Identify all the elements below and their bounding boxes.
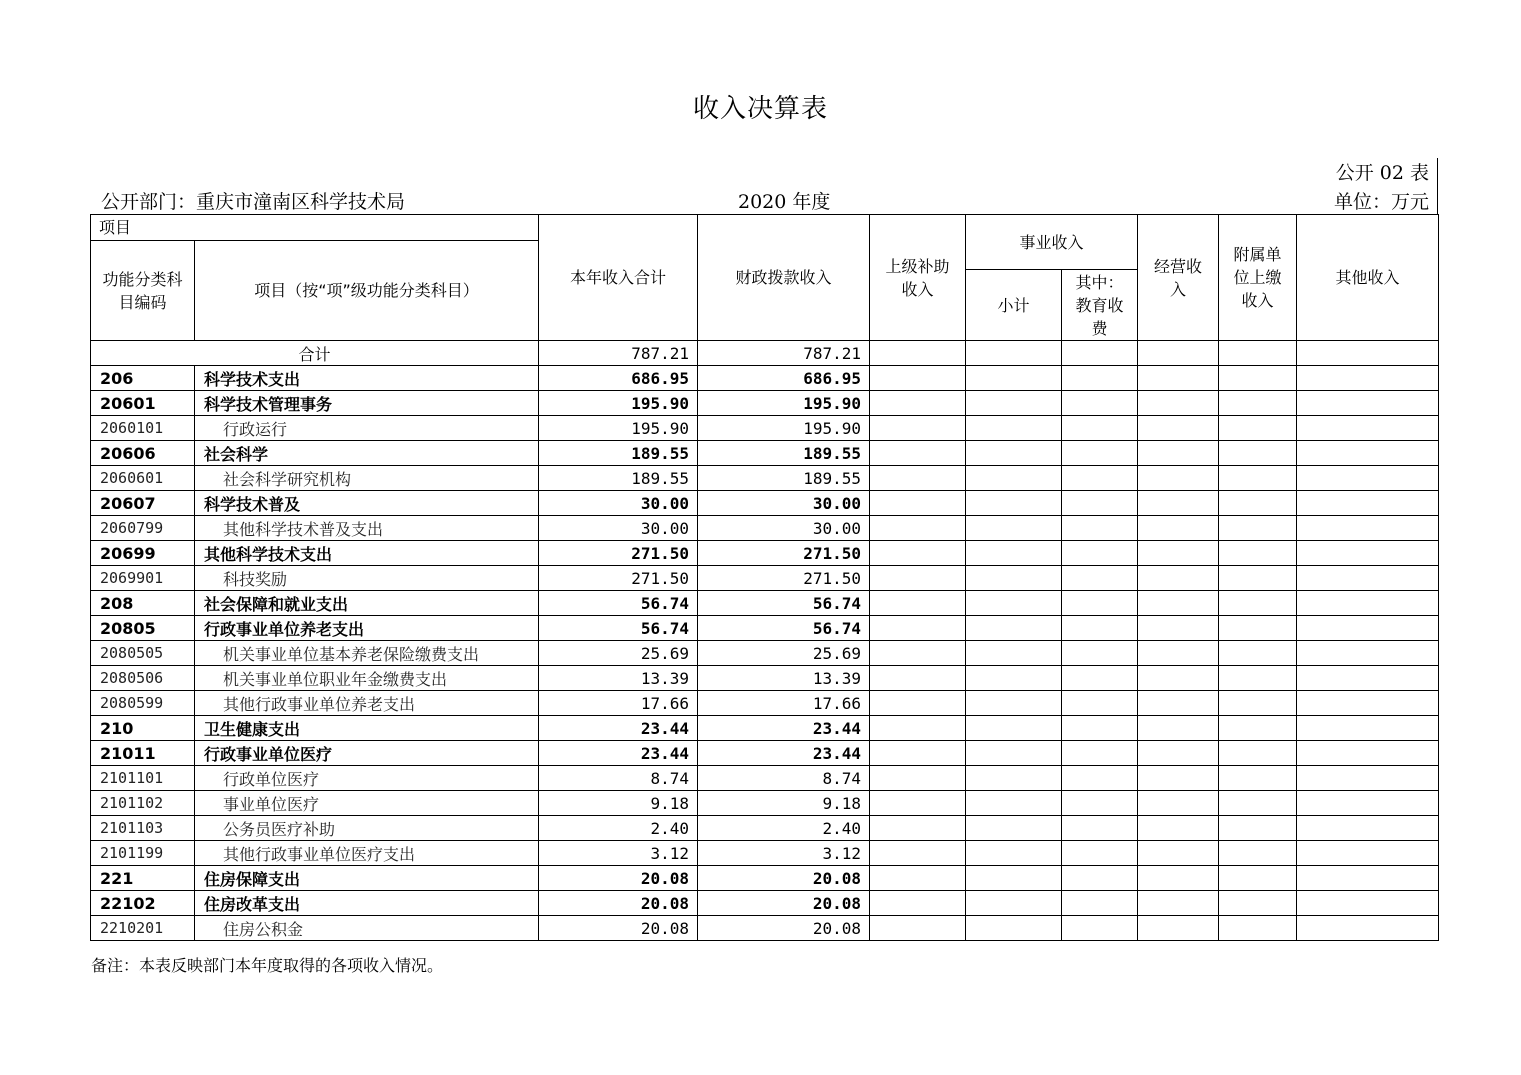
- table-row: [91, 816, 1439, 841]
- fiscal-cell: 195.90: [698, 416, 870, 441]
- empty-cell: [1219, 566, 1297, 591]
- fiscal-cell: 56.74: [698, 591, 870, 616]
- total-income-cell: 787.21: [539, 341, 698, 366]
- empty-cell: [1219, 816, 1297, 841]
- header-total-income: 本年收入合计: [539, 215, 698, 341]
- empty-cell: [1297, 391, 1439, 416]
- empty-cell: [870, 791, 966, 816]
- empty-cell: [1219, 741, 1297, 766]
- page-title: 收入决算表: [692, 94, 828, 124]
- empty-cell: [1062, 816, 1138, 841]
- empty-cell: [1297, 791, 1439, 816]
- empty-cell: [1297, 591, 1439, 616]
- empty-cell: [870, 716, 966, 741]
- empty-cell: [870, 641, 966, 666]
- name-cell: 科学技术普及: [195, 491, 539, 516]
- empty-cell: [870, 891, 966, 916]
- total-income-cell: 20.08: [539, 916, 698, 941]
- total-income-cell: 20.08: [539, 891, 698, 916]
- code-cell: 21011: [91, 741, 195, 766]
- empty-cell: [966, 841, 1062, 866]
- code-cell: 2080599: [91, 691, 195, 716]
- empty-cell: [1138, 666, 1219, 691]
- table-header: [91, 215, 1439, 341]
- empty-cell: [1219, 791, 1297, 816]
- empty-cell: [1062, 691, 1138, 716]
- empty-cell: [1062, 841, 1138, 866]
- empty-cell: [870, 866, 966, 891]
- total-income-cell: 271.50: [539, 566, 698, 591]
- empty-cell: [1297, 441, 1439, 466]
- header-project: 项目: [91, 215, 539, 241]
- name-cell: 行政事业单位养老支出: [195, 616, 539, 641]
- empty-cell: [1062, 391, 1138, 416]
- empty-cell: [1219, 766, 1297, 791]
- header-education-fee: 其中：教育收费: [1062, 270, 1138, 341]
- name-cell: 科技奖励: [195, 566, 539, 591]
- table-body: [91, 341, 1439, 941]
- total-income-cell: 30.00: [539, 516, 698, 541]
- empty-cell: [1297, 891, 1439, 916]
- empty-cell: [1219, 716, 1297, 741]
- table-row: [91, 441, 1439, 466]
- name-cell: 公务员医疗补助: [195, 816, 539, 841]
- empty-cell: [1062, 891, 1138, 916]
- name-cell: 科学技术支出: [195, 366, 539, 391]
- empty-cell: [1219, 366, 1297, 391]
- empty-cell: [1219, 666, 1297, 691]
- header-operating: 经营收入: [1138, 215, 1219, 341]
- empty-cell: [966, 516, 1062, 541]
- empty-cell: [1219, 541, 1297, 566]
- unit-label: 单位：万元: [1333, 191, 1429, 213]
- total-income-cell: 56.74: [539, 591, 698, 616]
- header-business-income: 事业收入: [966, 215, 1138, 270]
- code-cell: 20805: [91, 616, 195, 641]
- empty-cell: [1138, 466, 1219, 491]
- code-cell: 2101102: [91, 791, 195, 816]
- empty-cell: [1297, 816, 1439, 841]
- empty-cell: [1219, 616, 1297, 641]
- empty-cell: [1062, 666, 1138, 691]
- empty-cell: [966, 441, 1062, 466]
- empty-cell: [1138, 916, 1219, 941]
- fiscal-cell: 195.90: [698, 391, 870, 416]
- code-cell: 2060101: [91, 416, 195, 441]
- total-income-cell: 23.44: [539, 741, 698, 766]
- header-other: 其他收入: [1297, 215, 1439, 341]
- empty-cell: [966, 766, 1062, 791]
- empty-cell: [1297, 691, 1439, 716]
- fiscal-cell: 13.39: [698, 666, 870, 691]
- fiscal-cell: 56.74: [698, 616, 870, 641]
- empty-cell: [1138, 841, 1219, 866]
- empty-cell: [870, 816, 966, 841]
- empty-cell: [966, 541, 1062, 566]
- fiscal-cell: 271.50: [698, 541, 870, 566]
- name-cell: 社会科学研究机构: [195, 466, 539, 491]
- empty-cell: [1219, 516, 1297, 541]
- empty-cell: [1138, 641, 1219, 666]
- code-cell: 20699: [91, 541, 195, 566]
- empty-cell: [966, 391, 1062, 416]
- empty-cell: [1138, 566, 1219, 591]
- empty-cell: [870, 441, 966, 466]
- header-code: 功能分类科目编码: [91, 241, 195, 341]
- fiscal-cell: 189.55: [698, 441, 870, 466]
- table-row: [91, 691, 1439, 716]
- code-cell: 2101199: [91, 841, 195, 866]
- total-income-cell: 8.74: [539, 766, 698, 791]
- empty-cell: [966, 891, 1062, 916]
- empty-cell: [1138, 441, 1219, 466]
- empty-cell: [870, 616, 966, 641]
- empty-cell: [1297, 566, 1439, 591]
- empty-cell: [1138, 866, 1219, 891]
- table-row: [91, 391, 1439, 416]
- table-row: [91, 791, 1439, 816]
- total-income-cell: 3.12: [539, 841, 698, 866]
- table-row: [91, 841, 1439, 866]
- empty-cell: [966, 816, 1062, 841]
- name-cell: 机关事业单位基本养老保险缴费支出: [195, 641, 539, 666]
- empty-cell: [1297, 616, 1439, 641]
- empty-cell: [1219, 441, 1297, 466]
- empty-cell: [1297, 516, 1439, 541]
- name-cell: 事业单位医疗: [195, 791, 539, 816]
- empty-cell: [1219, 591, 1297, 616]
- name-cell: 其他科学技术普及支出: [195, 516, 539, 541]
- empty-cell: [1219, 891, 1297, 916]
- empty-cell: [1297, 641, 1439, 666]
- total-income-cell: 23.44: [539, 716, 698, 741]
- footnote: 备注：本表反映部门本年度取得的各项收入情况。: [91, 956, 444, 975]
- table-row: [91, 916, 1439, 941]
- fiscal-year: 2020 年度: [738, 191, 831, 213]
- table-row: [91, 866, 1439, 891]
- empty-cell: [1062, 766, 1138, 791]
- empty-cell: [1297, 366, 1439, 391]
- empty-cell: [870, 666, 966, 691]
- fiscal-cell: 17.66: [698, 691, 870, 716]
- empty-cell: [870, 566, 966, 591]
- header-name: 项目（按“项”级功能分类科目）: [195, 241, 539, 341]
- empty-cell: [1138, 591, 1219, 616]
- empty-cell: [966, 741, 1062, 766]
- empty-cell: [870, 416, 966, 441]
- name-cell: 科学技术管理事务: [195, 391, 539, 416]
- fiscal-cell: 2.40: [698, 816, 870, 841]
- empty-cell: [870, 916, 966, 941]
- empty-cell: [1138, 366, 1219, 391]
- total-income-cell: 13.39: [539, 666, 698, 691]
- header-fiscal: 财政拨款收入: [698, 215, 870, 341]
- code-cell: 2101103: [91, 816, 195, 841]
- empty-cell: [1062, 566, 1138, 591]
- empty-cell: [1062, 791, 1138, 816]
- empty-cell: [966, 691, 1062, 716]
- total-income-cell: 9.18: [539, 791, 698, 816]
- name-cell: 其他行政事业单位养老支出: [195, 691, 539, 716]
- empty-cell: [1138, 816, 1219, 841]
- total-income-cell: 25.69: [539, 641, 698, 666]
- table-row: [91, 741, 1439, 766]
- total-income-cell: 195.90: [539, 416, 698, 441]
- empty-cell: [870, 491, 966, 516]
- empty-cell: [1219, 866, 1297, 891]
- table-row: [91, 491, 1439, 516]
- empty-cell: [1219, 841, 1297, 866]
- total-income-cell: 271.50: [539, 541, 698, 566]
- name-cell: 住房保障支出: [195, 866, 539, 891]
- total-label: 合计: [91, 341, 539, 366]
- total-income-cell: 189.55: [539, 466, 698, 491]
- empty-cell: [1062, 416, 1138, 441]
- code-cell: 208: [91, 591, 195, 616]
- empty-cell: [966, 591, 1062, 616]
- code-cell: 206: [91, 366, 195, 391]
- header-subtotal: 小计: [966, 270, 1062, 341]
- total-fiscal-cell: 787.21: [698, 341, 870, 366]
- empty-cell: [1219, 641, 1297, 666]
- empty-cell: [966, 916, 1062, 941]
- empty-cell: [966, 791, 1062, 816]
- table-row: [91, 716, 1439, 741]
- empty-cell: [1062, 541, 1138, 566]
- empty-cell: [1297, 416, 1439, 441]
- header-affiliated: 附属单位上缴收入: [1219, 215, 1297, 341]
- empty-cell: [1138, 766, 1219, 791]
- fiscal-cell: 189.55: [698, 466, 870, 491]
- empty-cell: [1297, 666, 1439, 691]
- empty-cell: [1219, 416, 1297, 441]
- empty-cell: [1219, 916, 1297, 941]
- fiscal-cell: 23.44: [698, 741, 870, 766]
- empty-cell: [870, 741, 966, 766]
- empty-cell: [1138, 391, 1219, 416]
- empty-cell: [1138, 541, 1219, 566]
- empty-cell: [966, 616, 1062, 641]
- empty-cell: [1219, 466, 1297, 491]
- empty-cell: [1138, 741, 1219, 766]
- empty-cell: [1062, 516, 1138, 541]
- empty-cell: [1062, 616, 1138, 641]
- empty-cell: [1297, 866, 1439, 891]
- empty-cell: [966, 566, 1062, 591]
- empty-cell: [870, 391, 966, 416]
- table-row: [91, 591, 1439, 616]
- fiscal-cell: 30.00: [698, 491, 870, 516]
- table-row: [91, 566, 1439, 591]
- table-row: [91, 616, 1439, 641]
- empty-cell: [1062, 591, 1138, 616]
- empty-cell: [870, 366, 966, 391]
- name-cell: 行政单位医疗: [195, 766, 539, 791]
- empty-cell: [1297, 491, 1439, 516]
- header-superior-subsidy: 上级补助收入: [870, 215, 966, 341]
- total-income-cell: 686.95: [539, 366, 698, 391]
- empty-cell: [1219, 491, 1297, 516]
- name-cell: 住房改革支出: [195, 891, 539, 916]
- code-cell: 2080506: [91, 666, 195, 691]
- table-row: [91, 891, 1439, 916]
- empty-cell: [1062, 916, 1138, 941]
- empty-cell: [1062, 491, 1138, 516]
- total-income-cell: 189.55: [539, 441, 698, 466]
- empty-cell: [1138, 716, 1219, 741]
- empty-cell: [1062, 441, 1138, 466]
- fiscal-cell: 3.12: [698, 841, 870, 866]
- code-cell: 20607: [91, 491, 195, 516]
- table-row: [91, 641, 1439, 666]
- form-number: 公开 02 表: [1335, 162, 1429, 184]
- table-row: [91, 466, 1439, 491]
- code-cell: 22102: [91, 891, 195, 916]
- name-cell: 行政运行: [195, 416, 539, 441]
- code-cell: 221: [91, 866, 195, 891]
- empty-cell: [1138, 491, 1219, 516]
- empty-cell: [1138, 616, 1219, 641]
- fiscal-cell: 271.50: [698, 566, 870, 591]
- code-cell: 2060601: [91, 466, 195, 491]
- name-cell: 其他行政事业单位医疗支出: [195, 841, 539, 866]
- total-income-cell: 20.08: [539, 866, 698, 891]
- income-table: [90, 214, 1439, 941]
- total-income-cell: 56.74: [539, 616, 698, 641]
- empty-cell: [1138, 791, 1219, 816]
- divider: [1437, 158, 1438, 214]
- empty-cell: [966, 666, 1062, 691]
- empty-cell: [1297, 466, 1439, 491]
- department-label: 公开部门：重庆市潼南区科学技术局: [101, 191, 406, 213]
- fiscal-cell: 30.00: [698, 516, 870, 541]
- empty-cell: [1297, 766, 1439, 791]
- empty-cell: [1219, 391, 1297, 416]
- empty-cell: [1297, 916, 1439, 941]
- empty-cell: [870, 691, 966, 716]
- empty-cell: [1062, 866, 1138, 891]
- name-cell: 卫生健康支出: [195, 716, 539, 741]
- table-row: [91, 766, 1439, 791]
- empty-cell: [1297, 841, 1439, 866]
- name-cell: 住房公积金: [195, 916, 539, 941]
- code-cell: 20606: [91, 441, 195, 466]
- empty-cell: [1062, 716, 1138, 741]
- table-row: [91, 666, 1439, 691]
- empty-cell: [1138, 691, 1219, 716]
- empty-cell: [966, 466, 1062, 491]
- name-cell: 社会保障和就业支出: [195, 591, 539, 616]
- table-row: [91, 541, 1439, 566]
- name-cell: 机关事业单位职业年金缴费支出: [195, 666, 539, 691]
- code-cell: 2060799: [91, 516, 195, 541]
- total-row: [91, 341, 1439, 366]
- empty-cell: [1219, 691, 1297, 716]
- empty-cell: [870, 541, 966, 566]
- empty-cell: [966, 866, 1062, 891]
- empty-cell: [870, 766, 966, 791]
- fiscal-cell: 686.95: [698, 366, 870, 391]
- empty-cell: [966, 366, 1062, 391]
- empty-cell: [1138, 891, 1219, 916]
- fiscal-cell: 20.08: [698, 866, 870, 891]
- code-cell: 2101101: [91, 766, 195, 791]
- code-cell: 2210201: [91, 916, 195, 941]
- total-income-cell: 30.00: [539, 491, 698, 516]
- empty-cell: [1297, 741, 1439, 766]
- name-cell: 社会科学: [195, 441, 539, 466]
- empty-cell: [966, 716, 1062, 741]
- total-income-cell: 17.66: [539, 691, 698, 716]
- empty-cell: [1062, 741, 1138, 766]
- fiscal-cell: 9.18: [698, 791, 870, 816]
- empty-cell: [966, 491, 1062, 516]
- total-income-cell: 2.40: [539, 816, 698, 841]
- empty-cell: [1297, 716, 1439, 741]
- fiscal-cell: 20.08: [698, 891, 870, 916]
- empty-cell: [870, 841, 966, 866]
- empty-cell: [1062, 366, 1138, 391]
- empty-cell: [1062, 466, 1138, 491]
- total-income-cell: 195.90: [539, 391, 698, 416]
- code-cell: 2069901: [91, 566, 195, 591]
- table-row: [91, 516, 1439, 541]
- empty-cell: [966, 641, 1062, 666]
- empty-cell: [1138, 416, 1219, 441]
- fiscal-cell: 8.74: [698, 766, 870, 791]
- name-cell: 其他科学技术支出: [195, 541, 539, 566]
- empty-cell: [870, 591, 966, 616]
- code-cell: 210: [91, 716, 195, 741]
- empty-cell: [1062, 641, 1138, 666]
- empty-cell: [870, 516, 966, 541]
- code-cell: 20601: [91, 391, 195, 416]
- empty-cell: [1297, 541, 1439, 566]
- name-cell: 行政事业单位医疗: [195, 741, 539, 766]
- code-cell: 2080505: [91, 641, 195, 666]
- empty-cell: [1138, 516, 1219, 541]
- table-row: [91, 416, 1439, 441]
- empty-cell: [870, 466, 966, 491]
- fiscal-cell: 25.69: [698, 641, 870, 666]
- fiscal-cell: 20.08: [698, 916, 870, 941]
- table-row: [91, 366, 1439, 391]
- empty-cell: [966, 416, 1062, 441]
- fiscal-cell: 23.44: [698, 716, 870, 741]
